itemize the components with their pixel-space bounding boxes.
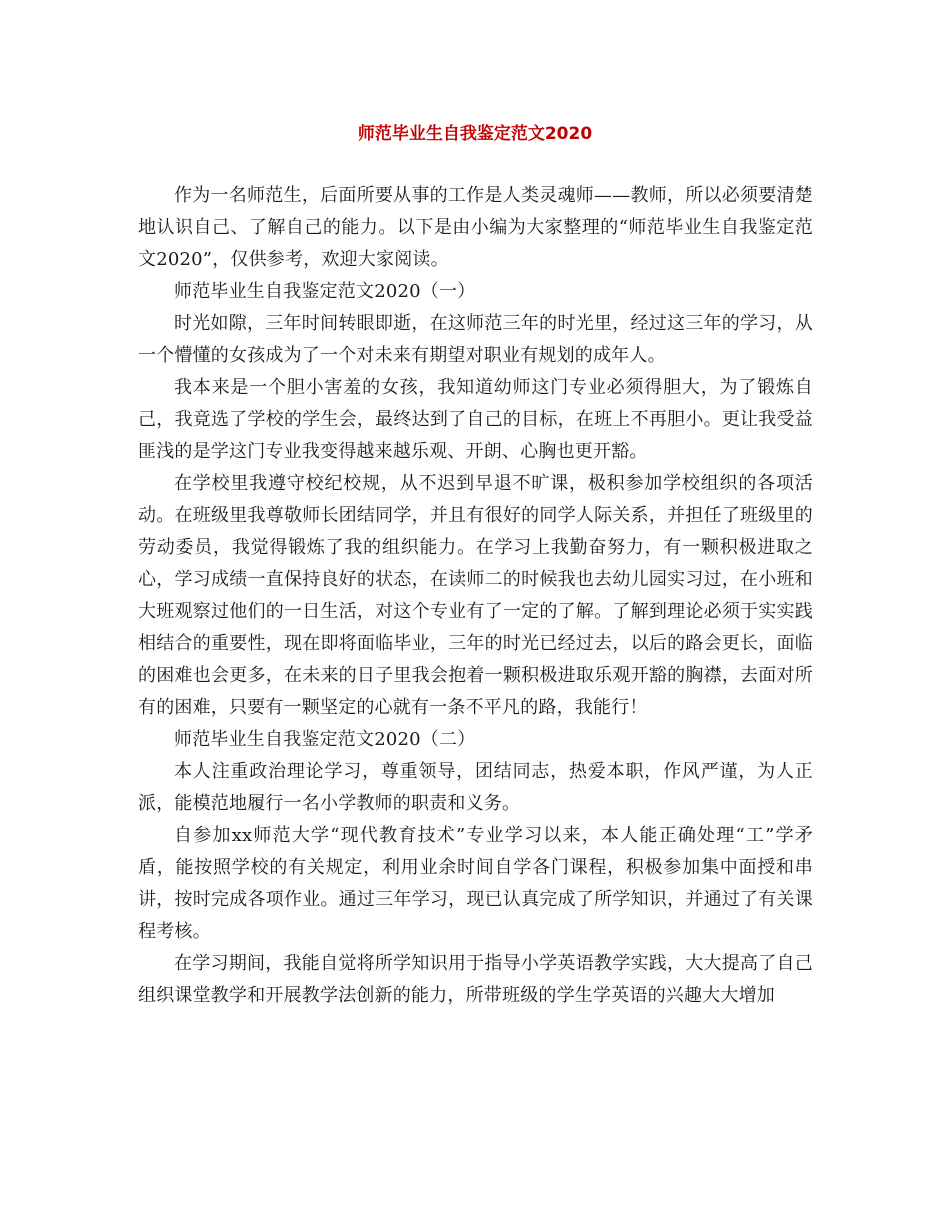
body-paragraph: 本人注重政治理论学习，尊重领导，团结同志，热爱本职，作风严谨，为人正派，能模范地履行一名小学教师的职责和义务。 — [138, 761, 813, 814]
document-body — [138, 180, 813, 1012]
body-paragraph: 时光如隙，三年时间转眼即逝，在这师范三年的时光里，经过这三年的学习，从一个懵懂的女孩成为了一个对未来有期望对职业有规划的成年人。 — [138, 313, 813, 366]
intro-paragraph: 作为一名师范生，后面所要从事的工作是人类灵魂师——教师，所以必须要清楚地认识自己、了解自己的能力。以下是由小编为大家整理的“师范毕业生自我鉴定范文2020”，仅供参考，欢迎大家阅读。 — [138, 185, 813, 270]
section-heading-two: 师范毕业生自我鉴定范文2020（二） — [174, 729, 476, 750]
body-paragraph: 我本来是一个胆小害羞的女孩，我知道幼师这门专业必须得胆大，为了锻炼自己，我竟选了学校的学生会，最终达到了自己的目标，在班上不再胆小。更让我受益匪浅的是学这门专业我变得越来越乐观、开朗、心胸也更开豁。 — [138, 377, 813, 462]
section-heading-one: 师范毕业生自我鉴定范文2020（一） — [174, 281, 476, 302]
body-paragraph: 在学校里我遵守校纪校规，从不迟到早退不旷课，极积参加学校组织的各项活动。在班级里我尊敬师长团结同学，并且有很好的同学人际关系，并担任了班级里的劳动委员，我觉得锻炼了我的组织能力。在学习上我勤奋努力，有一颗积极进取之心，学习成绩一直保持良好的状态，在读师二的时候我也去幼儿园实习过，在小班和大班观察过他们的一日生活，对这个专业有了一定的了解。了解到理论必须于实实践相结合的重要性，现在即将面临毕业，三年的时光已经过去，以后的路会更长，面临的困难也会更多，在未来的日子里我会抱着一颗积极进取乐观开豁的胸襟，去面对所有的困难，只要有一颗坚定的心就有一条不平凡的路，我能行！ — [138, 473, 813, 718]
document-title: 师范毕业生自我鉴定范文2020 — [357, 124, 593, 144]
body-paragraph: 在学习期间，我能自觉将所学知识用于指导小学英语教学实践，大大提高了自己组织课堂教学和开展教学法创新的能力，所带班级的学生学英语的兴趣大大增加 — [138, 953, 813, 1006]
body-paragraph: 自参加xx师范大学“现代教育技术”专业学习以来，本人能正确处理“工”学矛盾，能按照学校的有关规定，利用业余时间自学各门课程，积极参加集中面授和串讲，按时完成各项作业。通过三年学习，现已认真完成了所学知识，并通过了有关课程考核。 — [138, 825, 813, 942]
